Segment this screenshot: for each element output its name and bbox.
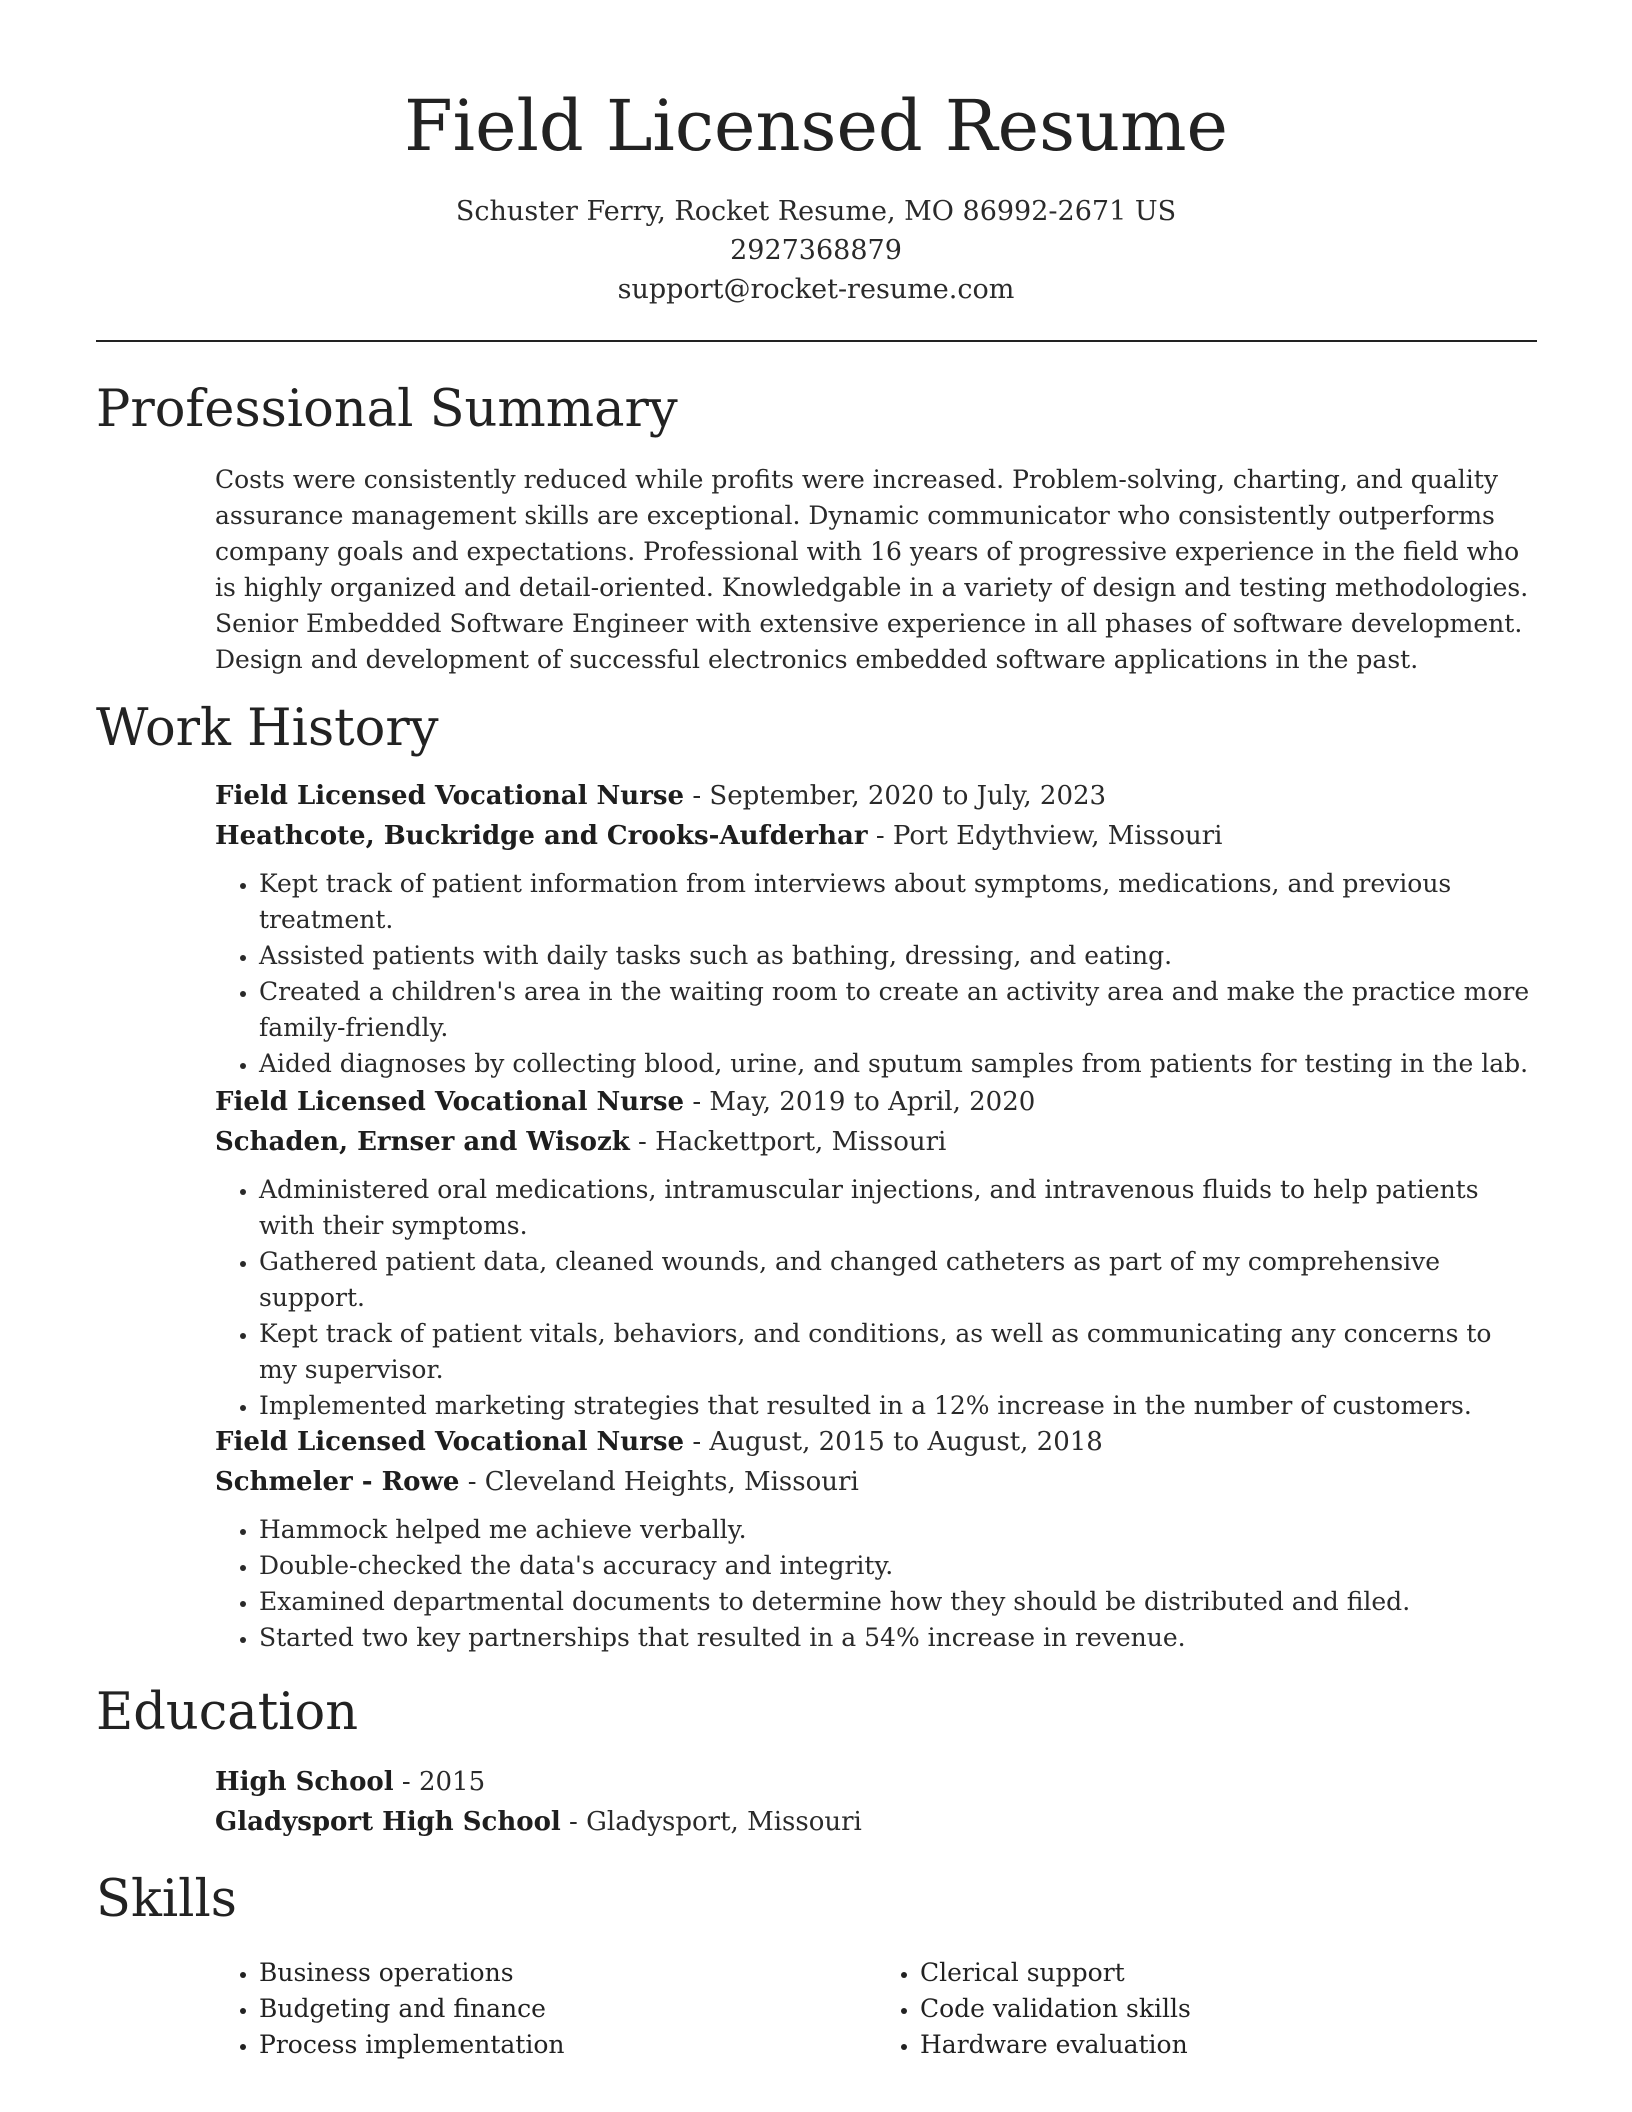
list-item: • Aided diagnoses by collecting blood, urine, and sputum samples from patients for testing in the lab. — [259, 1046, 1537, 1082]
education-entry — [215, 1762, 1537, 1842]
job-company-line — [215, 1462, 1537, 1502]
skills-column-right — [876, 1955, 1537, 2063]
list-item: • Implemented marketing strategies that resulted in a 12% increase in the number of customers. — [259, 1388, 1537, 1424]
header-divider — [96, 340, 1537, 342]
education-heading: Education — [96, 1683, 359, 1742]
job-location: - Hackettport, Missouri — [629, 1127, 947, 1157]
skills-list — [215, 1955, 1537, 2063]
job-dates: - August, 2015 to August, 2018 — [684, 1427, 1103, 1457]
resume-title: Field Licensed Resume — [404, 85, 1228, 167]
list-item: • Clerical support — [920, 1955, 1537, 1991]
job-title: Field Licensed Vocational Nurse — [215, 1087, 685, 1117]
list-item: • Double-checked the data's accuracy and integrity. — [259, 1548, 1537, 1584]
list-item: • Hardware evaluation — [920, 2027, 1537, 2063]
list-item: • Hammock helped me achieve verbally. — [259, 1512, 1537, 1548]
job-title-line — [215, 1422, 1537, 1462]
list-item: • Gathered patient data, cleaned wounds, and changed catheters as part of my comprehensive support. — [259, 1244, 1537, 1316]
job-bullets — [215, 1172, 1537, 1424]
school-name: Gladysport High School — [215, 1807, 561, 1837]
job-company: Schaden, Ernser and Wisozk — [215, 1127, 630, 1157]
list-item: • Administered oral medications, intramuscular injections, and intravenous fluids to help patients with their symptoms. — [259, 1172, 1537, 1244]
job-location: - Cleveland Heights, Missouri — [459, 1467, 859, 1497]
job-title-line — [215, 1082, 1537, 1122]
email: support@rocket-resume.com — [617, 274, 1015, 305]
job-entry — [215, 776, 1537, 1082]
degree-line — [215, 1762, 1537, 1802]
job-location: - Port Edythview, Missouri — [867, 821, 1223, 851]
phone: 2927368879 — [730, 235, 902, 266]
list-item: • Started two key partnerships that resulted in a 54% increase in revenue. — [259, 1620, 1537, 1656]
address: Schuster Ferry, Rocket Resume, MO 86992-2671 US — [455, 196, 1177, 227]
job-company-line — [215, 1122, 1537, 1162]
list-item: • Created a children's area in the waiting room to create an activity area and make the practice more family-friendly. — [259, 974, 1537, 1046]
contact-info — [0, 192, 1632, 309]
degree-year: - 2015 — [393, 1767, 486, 1797]
degree: High School — [215, 1767, 394, 1797]
job-company-line — [215, 816, 1537, 856]
list-item: • Code validation skills — [920, 1991, 1537, 2027]
list-item: • Business operations — [259, 1955, 876, 1991]
list-item: • Examined departmental documents to determine how they should be distributed and filed. — [259, 1584, 1537, 1620]
skills-heading: Skills — [96, 1870, 237, 1929]
job-company: Schmeler - Rowe — [215, 1467, 460, 1497]
job-title-line — [215, 776, 1537, 816]
job-title: Field Licensed Vocational Nurse — [215, 781, 685, 811]
job-bullets — [215, 866, 1537, 1082]
skills-column-left — [215, 1955, 876, 2063]
list-item: • Kept track of patient vitals, behaviors, and conditions, as well as communicating any concerns to my supervisor. — [259, 1316, 1537, 1388]
job-title: Field Licensed Vocational Nurse — [215, 1427, 685, 1457]
work-history-heading: Work History — [96, 699, 439, 758]
job-company: Heathcote, Buckridge and Crooks-Aufderhar — [215, 821, 868, 851]
job-bullets — [215, 1512, 1537, 1656]
list-item: • Assisted patients with daily tasks such as bathing, dressing, and eating. — [259, 938, 1537, 974]
list-item: • Budgeting and finance — [259, 1991, 876, 2027]
school-location: - Gladysport, Missouri — [560, 1807, 862, 1837]
job-dates: - May, 2019 to April, 2020 — [684, 1087, 1036, 1117]
list-item: • Kept track of patient information from interviews about symptoms, medications, and previous treatment. — [259, 866, 1537, 938]
summary-heading: Professional Summary — [96, 380, 678, 439]
job-dates: - September, 2020 to July, 2023 — [684, 781, 1107, 811]
job-entry — [215, 1082, 1537, 1424]
school-line — [215, 1802, 1537, 1842]
list-item: • Process implementation — [259, 2027, 876, 2063]
summary-text: Costs were consistently reduced while profits were increased. Problem-solving, charting, and quality assurance management skills are exceptional. Dynamic communicator who consistently outperforms company goals and expectations. Professional with 16 years of progressive experience in the field who is highly organized and detail-oriented. Knowledgable in a variety of design and testing methodologies. Senior Embedded Software Engineer with extensive experience in all phases of software development. Design and development of successful electronics embedded software applications in the past. — [215, 465, 1529, 674]
job-entry — [215, 1422, 1537, 1656]
